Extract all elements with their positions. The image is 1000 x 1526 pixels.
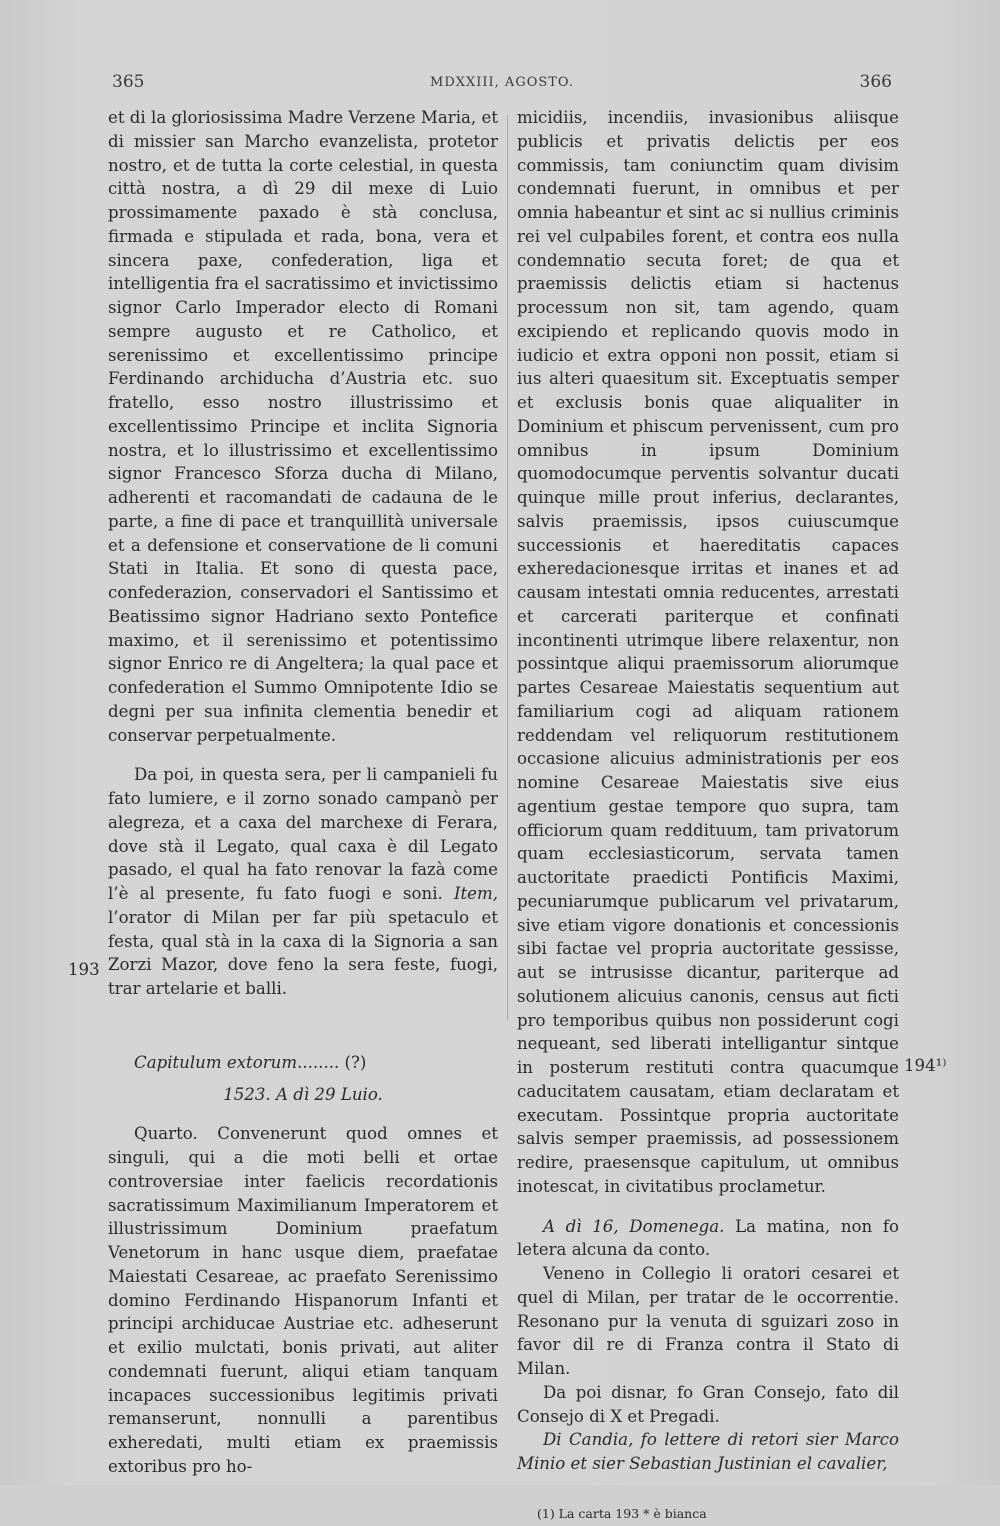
paragraph: Da poi disnar, fo Gran Consejo, fato dil Consejo di X et Pregadi.: [517, 1382, 899, 1426]
date-italic: A dì 16, Domenega.: [543, 1216, 725, 1236]
italic-text: Di Candia, fo lettere di retori sier Marco Minio et sier Sebastian Justinian el cavalier,: [517, 1430, 899, 1473]
page-number-left: 365: [112, 72, 145, 92]
margin-number-left: 193: [68, 960, 100, 979]
paragraph: Quarto. Convenerunt quod omnes et singuli, qui a die moti belli et ortae controversiae inter faelicis recordationis sacratissimum Maximilianum Imperatorem et illustrissimum Dominium praefatum Venetorum in hanc usque diem, praefatae Maiestati Cesareae, ac praefato Serenissimo domino Ferdinando Hispanorum Infanti et principi archiducae Austriae etc. adheserunt et exilio mulctati, bonis privati, aut aliter condemnati fuerunt, aliqui etiam tanquam incapaces successionibus legitimis privati remanserunt, nonnulli a parentibus exheredati, multi etiam ex praemissis extoribus pro ho-: [108, 1124, 498, 1476]
caption: [108, 1051, 498, 1075]
caption-title: Capitulum extorum: [134, 1052, 298, 1072]
date-line: 1523. A dì 29 Luio.: [223, 1084, 383, 1104]
right-column: [517, 106, 899, 1526]
paragraph-text: La matina, non fo letera alcuna da conto.: [517, 1216, 899, 1260]
paragraph: Veneno in Collegio li oratori cesarei et quel di Milan, per tratar de le occorrentie. Resonano pur la venuta di sguizari zoso in favor dil re di Franza contra il Stato di Milan.: [517, 1264, 899, 1378]
left-column: [108, 106, 498, 1479]
paragraph: [517, 1215, 899, 1263]
paragraph: et di la gloriosissima Madre Verzene Maria, et di missier san Marcho evanzelista, protetor nostro, et de tutta la corte celestial, in questa città nostra, a dì 29 dil mexe di Luio prossimamente paxado è stà conclusa, firmada e stipulada et rada, bona, vera et sincera paxe, confederation, liga et intelligentia fra el sacratissimo et invictissimo signor Carlo Imperador electo di Romani sempre augusto et re Catholico, et serenissimo et excellentissimo principe Ferdinando archiducha d’Austria etc. suo fratello, esso nostro illustrissimo et excellentissimo Principe et inclita Signoria nostra, et lo illustrissimo et excellentissimo signor Francesco Sforza ducha di Milano, adherenti et racomandati de cadauna de le parte, a fine di pace et tranquillità universale et a defensione et conservatione de li comuni Stati in Italia. Et sono di questa pace, confederazion, conservadori el Santissimo et Beatissimo signor Hadriano sexto Pontefice maximo, et il serenissimo et potentissimo signor Enrico re di Angeltera; la qual pace et confederation el Summo Omnipotente Idio se degni per sua infinita clementia benedir et conservar perpetualmente.: [108, 108, 498, 745]
paragraph: micidiis, incendiis, invasionibus aliisque publicis et privatis delictis per eos commissis, tam coniunctim quam divisim condemnati fuerunt, in omnibus et per omnia habeantur et sint ac si nullius criminis rei vel culpabiles forent, et contra eos nulla condemnatio secuta foret; de qua et praemissis delictis etiam si hactenus processum non sit, tam agendo, quam excipiendo et replicando quovis modo in iudicio et extra opponi non possit, etiam si ius alteri quaesitum sit. Exceptuatis semper et exclusis bonis quae aliqualiter in Dominium et phiscum pervenissent, cum pro omnibus in ipsum Dominium quomodocumque perventis solvantur ducati quinque mille prout inferius, declarantes, salvis praemissis, ipsos cuiuscumque successionis et haereditatis capaces exheredacionesque irritas et inanes et ad causam intestati omnia reducentes, arrestati et carcerati pariterque et confinati incontinenti utrimque libere relaxentur, non possintque aliqui praemissorum aliorumque partes Cesareae Maiestatis sequentium aut familiarium cogi ad aliquam rationem reddendam vel reliquorum restitutionem occasione alicuius administrationis per eos nomine Cesareae Maiestatis sive eius agentium gestae tempore quo supra, tam officiorum quam reddituum, tam privatorum quam ecclesiasticorum, servata tamen auctoritate praedicti Pontificis Maximi, pecuniarumque publicarum vel privatarum, sive etiam vigore donationis et concessionis sibi factae vel propria auctoritate gessisse, aut se intrusisse dicantur, pariterque ad solutionem alicuius canonis, census aut ficti pro temporibus quibus non possiderunt cogi nequeant, sed liberati intelligantur sintque in posterum restituti contra quacumque caducitatem causatam, etiam declaratam et executam. Possintque propria auctoritate salvis semper praemissis, ad possessionem redire, praesensque capitulum, ut omnibus inotescat, in civitatibus proclametur.: [517, 108, 899, 1196]
paragraph: [108, 763, 498, 1001]
italic-word: Item,: [453, 884, 498, 903]
running-title: MDXXIII, AGOSTO.: [430, 75, 574, 90]
paragraph-text: Da poi, in questa sera, per li campanieli fu fato lumiere, e il zorno sonado campanò per alegreza, et a caxa del marchexe di Ferara, dove stà il Legato, qual caxa è dil Legato pasado, el qual ha fato renovar la fazà come l’è al presente, fu fato fuogi e soni.: [108, 765, 498, 903]
running-header: [112, 72, 892, 102]
paragraph: [517, 1428, 899, 1476]
page-number-right: 366: [859, 72, 892, 92]
paragraph-text: l’orator di Milan per far più spetaculo et festa, qual stà in la caxa di la Signoria a san Zorzi Mazor, dove feno la sera feste, fuogi, trar artelarie et balli.: [108, 907, 498, 998]
margin-number-right: 194¹⁾: [904, 1056, 947, 1075]
caption-rest: ........ (?): [297, 1052, 367, 1072]
column-divider: [507, 115, 508, 1020]
footnote: (1) La carta 193 * è bianca: [537, 1505, 707, 1521]
